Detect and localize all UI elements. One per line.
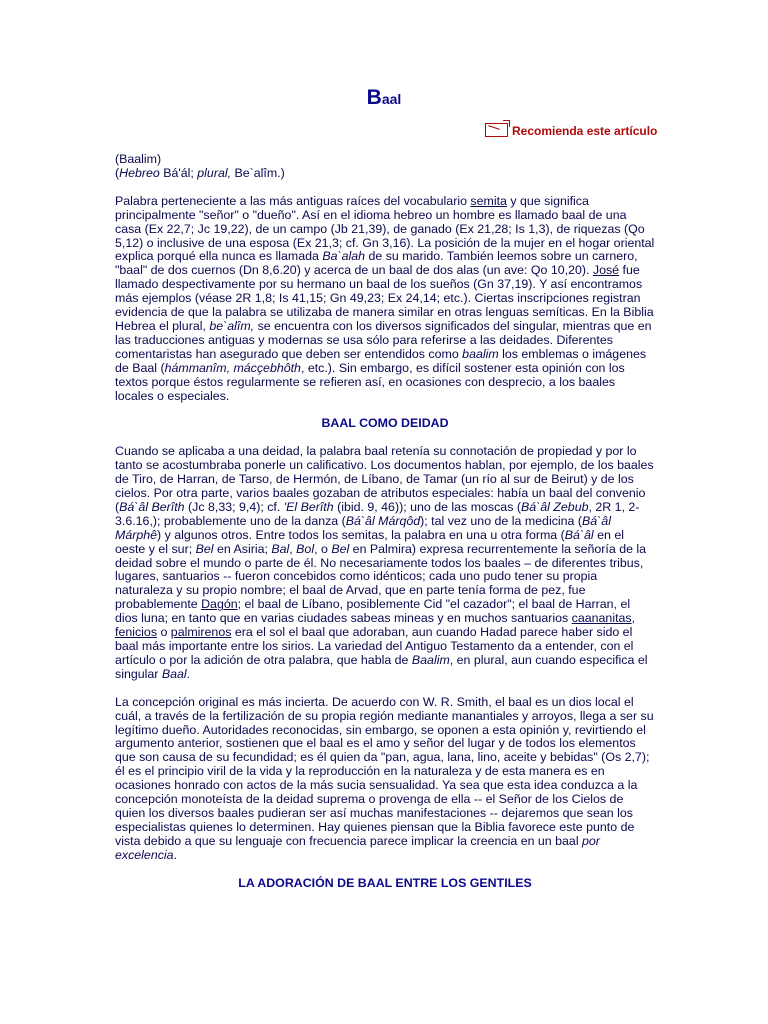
intro-text: Be`alîm.) [231,165,285,180]
link-palmirenos[interactable]: palmirenos [170,625,232,640]
intro-italic: Hebreo [119,165,160,180]
text: , en plural, aun cuando especifica el singular [115,652,648,681]
italic-text: Bá`âl Márphê [115,513,611,542]
text: , [289,541,297,556]
text: ; el baal de Líbano, posiblemente Cid "el cazador"; el baal de Harran, el dios luna; en tanto que en varias ciudades sabeas mineas y en muchos santuarios [115,597,631,626]
italic-text: Bol [296,541,315,556]
text: se encuentra con los diversos significados del singular, mientras que en las traducciones antiguas y modernas se usa sólo para referirse a las deidades. Diferentes comentaristas han asegurado que deben ser entendidos como [115,318,652,361]
recommend-link[interactable] [485,123,657,139]
text: de su marido. También leemos sobre un carnero, "baal" de dos cuernos (Dn 8,6.20) y acerca de un baal de dos alas (un ave: Qo 10,20). [115,249,638,278]
title-initial: B [366,86,382,109]
section-heading-deidad: BAAL COMO DEIDAD [321,416,449,431]
title-rest: aal [381,91,402,107]
italic-text: Bal [271,541,290,556]
intro-text: Bá'ál; [159,165,198,180]
italic-text: Bel [331,541,350,556]
italic-text: be`alîm, [209,318,255,333]
section-heading-gentiles: LA ADORACIÓN DE BAAL ENTRE LOS GENTILES [238,875,532,890]
link-semita[interactable]: semita [470,193,507,208]
text: . [173,847,178,862]
text: , etc.). Sin embargo, es difícil sostener esta opinión con los textos porque éstos regularmente se refieren así, en ocasiones con desprecio, a los baales locales o especiales. [115,360,625,403]
italic-text: Baal [161,666,187,681]
intro-line1: (Baalim) [115,152,162,166]
text: los emblemas o imágenes de Baal ( [115,346,647,375]
text: . [186,666,191,681]
paragraph-1 [115,195,655,404]
text: y que significa principalmente "señor" o "dueño". Así en el idioma hebreo un hombre es llamado baal de una casa (Ex 22,7; Jc 19,22), de un campo (Jb 21,39), de ganado (Ex 21,28; Is 1,3), de riquezas (Qo 5,12) o inclusive de una esposa (Ex 21,3; cf. Gn 3,16). La posición de la mujer en el hogar oriental explica porqué ella nunca es llamada [115,193,655,264]
link-jose[interactable]: José [592,263,620,278]
text: ) y algunos otros. Entre todos los semitas, la palabra en una u otra forma ( [157,527,565,542]
article-body [115,153,655,891]
recommend-label[interactable]: Recomienda este artículo [512,124,658,138]
text: en Palmira) expresa recurrentemente la señoría de la deidad sobre el mundo o parte de él. No necesariamente todos los baales – de diferentes tribus, lugares, santuarios -- fueron concebidos como idénticos; cada uno pudo tener su propia naturaleza y su propio nombre; el baal de Arvad, que en parte tenía forma de pez, fue probablemente [115,541,647,612]
paragraph-3 [115,696,655,863]
italic-text: hámmanîm, mácçebhôth [164,360,301,375]
text: era el sol el baal que adoraban, aun cuando Hadad parece haber sido el baal más importante entre los sirios. La variedad del Antiguo Testamento da a entender, con el artículo o por la adición de otra palabra, que habla de [115,625,634,667]
text: en el oeste y el sur; [115,527,624,556]
italic-text: Ba`alah [322,249,366,264]
text: o [157,625,171,640]
text: Palabra perteneciente a las más antiguas raíces del vocabulario [115,193,471,208]
italic-text: Bá`âl Berîth [119,499,185,514]
italic-text: Bá`âl [564,527,594,542]
italic-text: Baalim [411,652,450,667]
text: , [631,611,636,626]
text: La concepción original es más incierta. De acuerdo con W. R. Smith, el baal es un dios local el cuál, a través de la fertilización de su propia región mediante manantiales y arroyos, llega a ser su legítimo dueño. Autoridades reconocidas, sin embargo, se oponen a esta opinión y, revirtiendo el argumento anterior, sostienen que el baal es el amo y señor del lugar y de todos los elementos que son causa de su fecundidad; es él quien da "pan, agua, lana, lino, aceite y bebidas" (Os 2,7); él es el principio viril de la vida y la reproducción en la naturaleza y de esta manera es en ocasiones honrado con actos de la más sucia sensualidad. Ya sea que esta idea conduzca a la concepción monoteísta de la deidad suprema o provenga de ella -- el Señor de los Cielos de quien los diversos baales pudieran ser así muchas manifestaciones -- dejaremos que sean los especialistas quienes lo determinen. Hay quienes piensan que la Biblia favorece este punto de vista debido a que su lenguaje con frecuencia parece implicar la creencia en un baal [115,694,654,848]
italic-text: Bel [195,541,214,556]
text: , o [314,541,332,556]
paragraph-2 [115,445,655,681]
text: , 2R 1, 2-3.6.16,); probablemente uno de la danza ( [115,499,640,528]
link-fenicios[interactable]: fenicios [115,625,158,640]
intro-italic: plural, [197,165,232,180]
italic-text: Bá`âl Zebub [520,499,589,514]
text: ); tal vez uno de la medicina ( [420,513,583,528]
text: (ibid. 9, 46)); uno de las moscas ( [333,499,521,514]
intro-line2 [115,167,655,181]
link-dagon[interactable]: Dagón [201,597,238,612]
text: Cuando se aplicaba a una deidad, la palabra baal retenía su connotación de propiedad y por lo tanto se acostumbraba ponerle un calificativo. Los documentos hablan, por ejemplo, de los baales de Tiro, de Harran, de Tarso, de Hermón, de Líbano, de Tamar (un río al sur de Beirut) y de los cielos. Por otra parte, varios baales gozaban de atributos especiales: había un baal del convenio ( [115,444,654,514]
italic-text: baalim [462,346,499,361]
page-title [0,86,768,110]
text: (Jc 8,33; 9,4); cf. [184,499,284,514]
italic-text: Bá`âl Márqôd [345,513,421,528]
text: en Asiria; [213,541,272,556]
italic-text: por excelencia [115,833,600,862]
intro-text: ( [115,165,120,180]
envelope-icon[interactable] [485,123,508,137]
italic-text: 'El Berîth [283,499,334,514]
link-caananitas[interactable]: caananitas [571,611,632,626]
text: fue llamado despectivamente por su hermano un baal de los sueños (Gn 37,19). Y así encontramos más ejemplos (véase 2R 1,8; Is 41,15; Gn 49,23; Ex 24,14; etc.). Ciertas inscripciones registran evidencia de que la palabra se utilizaba de manera similar en otras lenguas semíticas. En la Biblia Hebrea el plural, [115,263,654,333]
